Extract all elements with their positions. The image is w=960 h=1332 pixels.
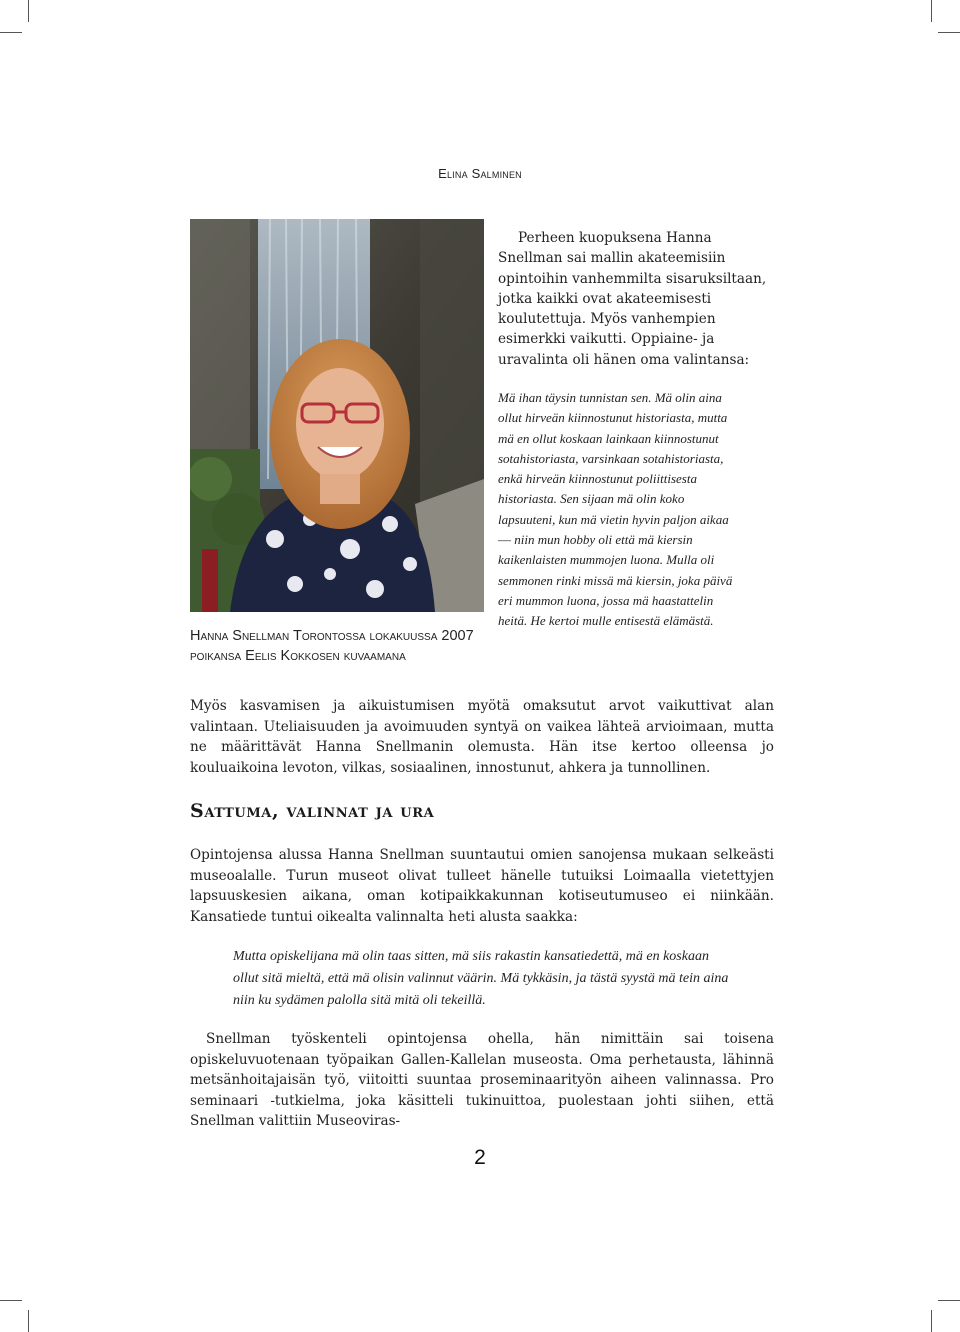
interview-quote-2: Mutta opiskelijana mä olin taas sitten, mä siis rakastin kansatiedettä, mä en koskaan ollut sitä mieltä, että mä olisin valinnut väärin. Mä tykkäsin, ja tästä syystä mä tein aina niin ku sydämen palolla sitä mitä oli tekeillä.: [233, 949, 729, 1008]
intro-paragraph: [498, 228, 773, 370]
page-number: 2: [474, 1146, 486, 1169]
crop-mark-top-right-v: [931, 0, 932, 22]
crop-mark-bottom-right-v: [931, 1310, 932, 1332]
crop-mark-top-left-v: [28, 0, 29, 22]
crop-mark-bottom-left-v: [28, 1310, 29, 1332]
figure-caption: [190, 626, 490, 666]
caption-line-1: Hanna Snellman Torontossa lokakuussa 2007: [190, 628, 474, 644]
intro-text: Perheen kuopuksena Hanna Snellman sai mallin akateemisiin opintoihin vanhemmilta sisaruksiltaan, jotka kaikki ovat akateemisesti koulutettuja. Myös vanhempien esimerkki vaikutti. Oppiaine- ja uravalinta oli hänen oma valintansa:: [498, 230, 767, 368]
crop-mark-top-left: [0, 32, 22, 33]
section-heading: Sattuma, valinnat ja ura: [190, 800, 435, 822]
crop-mark-bottom-right: [938, 1300, 960, 1301]
crop-mark-bottom-left: [0, 1300, 22, 1301]
paragraph-studies: Opintojensa alussa Hanna Snellman suuntautui omien sanojensa mukaan selkeästi museoalalle. Turun museot olivat tulleet hänelle tutuiksi Loimaalla vietettyjen lapsuuskesien aikana, oman kotipaikkakunnan kotiseutumuseo ei niinkään. Kansatiede tuntui oikealta valinnalta heti alusta saakka:: [190, 847, 774, 925]
portrait-photo: [190, 219, 484, 612]
crop-mark-top-right: [938, 32, 960, 33]
running-header-author: Elina Salminen: [438, 166, 522, 181]
paragraph-values: Myös kasvamisen ja aikuistumisen myötä omaksutut arvot vaikuttivat alan valintaan. Uteliaisuuden ja avoimuuden syntyä on vaikea lähteä arvioimaan, mutta ne määrittävät Hanna Snellmanin olemusta. Hän itse kertoo olleensa jo kouluaikoina levoton, vilkas, sosiaalinen, innostunut, ahkera ja tunnollinen.: [190, 698, 774, 776]
interview-quote-1: Mä ihan täysin tunnistan sen. Mä olin aina ollut hirveän kiinnostunut historiasta, mutta mä en ollut koskaan lainkaan kiinnostunut sotahistoriasta, varsinkaan sotahistoriasta, enkä hirveän kiinnostunut poliittisesta historiasta. Sen sijaan mä olin koko lapsuuteni, kun mä vietin hyvin paljon aikaa –– niin mun hobby oli että mä kiersin kaikenlaisten mummojen luona. Mulla oli semmonen rinki missä mä kiersin, joka päivä eri mummon luona, jossa mä haastattelin heitä. He kertoi mulle entisestä elämästä.: [498, 390, 733, 629]
caption-line-2: poikansa Eelis Kokkosen kuvaamana: [190, 648, 406, 664]
paragraph-work: Snellman työskenteli opintojensa ohella, hän nimittäin sai toisena opiskeluvuotenaan työpaikan Gallen-Kallelan museosta. Oma perhetausta, lähinnä metsänhoitajaisän työ, viitoitti suuntaa proseminaarityön aiheen valinnassa. Pro seminaari -tutkielma, joka käsitteli tukinuittoa, puolestaan johti siihen, että Snellman valittiin Museoviras-: [190, 1031, 774, 1130]
